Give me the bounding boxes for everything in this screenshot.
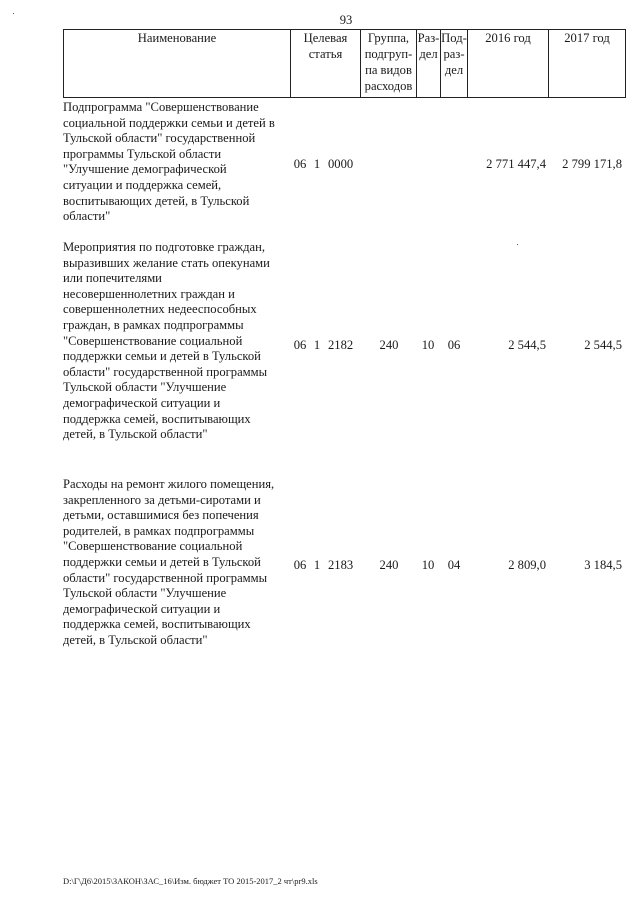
row-value-2016: 2 544,5: [508, 338, 546, 352]
row-value-2016: 2 809,0: [508, 558, 546, 572]
header-2016: 2016 год: [485, 31, 531, 45]
row-subsection: 04: [447, 558, 461, 572]
row-code-program: 06: [293, 338, 307, 352]
page-number: 93: [339, 13, 353, 27]
row-value-2017: 2 544,5: [584, 338, 622, 352]
row-name: Расходы на ремонт жилого помещения, закрепленного за детьми-сиротами и детьми, оставшимися без попечения родителей, в рамках подпрограммы "Совершенствование социальной поддержки семьи и детей в Тульской области" государственной программы Тульской области "Улучшение демографической ситуации и поддержка семей, воспитывающих детей, в Тульской области": [63, 477, 275, 647]
row-section: 10: [421, 338, 435, 352]
row-section: 10: [421, 558, 435, 572]
header-name: Наименование: [137, 31, 217, 45]
row-code-direction: 2183: [328, 558, 354, 572]
header-subsection: Под- раз- дел: [441, 31, 467, 77]
row-code-subprogram: 1: [313, 558, 321, 572]
row-value-2017: 3 184,5: [584, 558, 622, 572]
row-code-subprogram: 1: [313, 157, 321, 171]
header-2017: 2017 год: [564, 31, 610, 45]
row-subsection: 06: [447, 338, 461, 352]
header-group: Группа, подгруп- па видов расходов: [364, 31, 413, 93]
row-code-direction: 0000: [328, 157, 354, 171]
row-code-program: 06: [293, 157, 307, 171]
row-name: Мероприятия по подготовке граждан, выразивших желание стать опекунами или попечителями несовершеннолетних граждан и совершеннолетних недееспособных граждан, в рамках подпрограммы "Совершенствование социальной поддержки семьи и детей в Тульской области" государственной программы Тульской области "Улучшение демографической ситуации и поддержка семей, воспитывающих детей, в Тульской области": [63, 240, 270, 442]
scan-speck: [13, 13, 14, 14]
header-bottom-border: [63, 97, 626, 98]
header-col-line: [625, 29, 626, 98]
row-value-2016: 2 771 447,4: [486, 157, 546, 171]
header-target: Целевая статья: [303, 31, 348, 61]
row-group: 240: [379, 338, 399, 352]
row-value-2017: 2 799 171,8: [562, 157, 622, 171]
footer-file-path: D:\Г\Д6\2015\ЗАКОН\ЗАС_16\Изм. бюджет ТО 2015-2017_2 чт\pr9.xls: [63, 876, 318, 886]
scan-speck: [517, 244, 518, 245]
row-code-program: 06: [293, 558, 307, 572]
row-code-direction: 2182: [328, 338, 354, 352]
header-section: Раз- дел: [417, 31, 440, 61]
row-group: 240: [379, 558, 399, 572]
row-code-subprogram: 1: [313, 338, 321, 352]
row-name: Подпрограмма "Совершенствование социальной поддержки семьи и детей в Тульской области" государственной программы Тульской области "Улучшение демографической ситуации и поддержка семей, воспитывающих детей, в Тульской области": [63, 100, 275, 224]
